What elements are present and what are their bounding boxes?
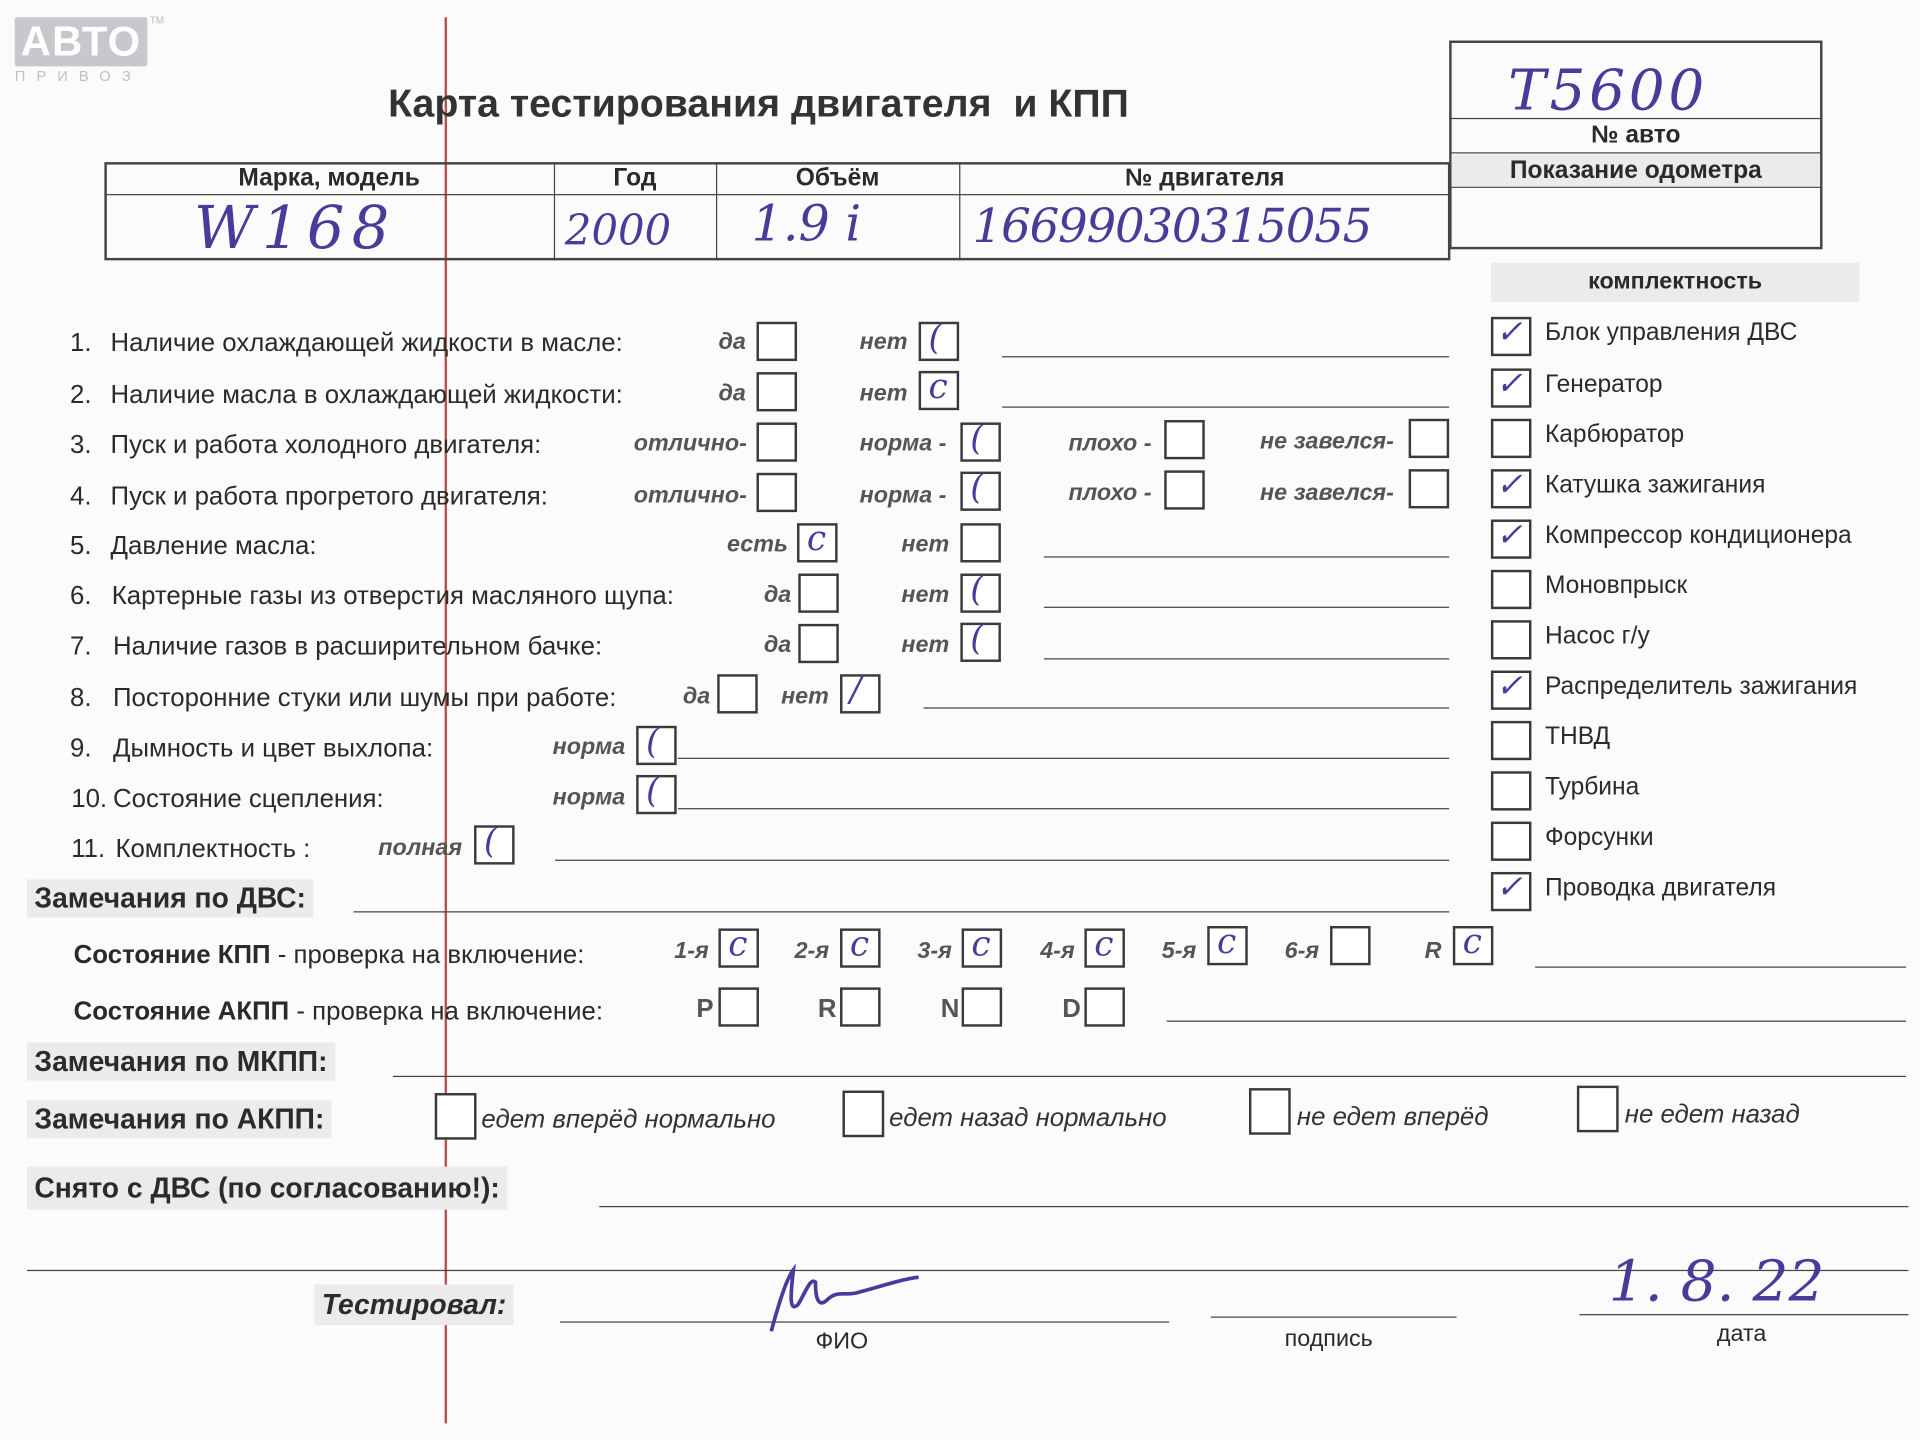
completeness-checkbox[interactable] <box>1491 570 1532 609</box>
q2-da-label: да <box>718 380 746 407</box>
q6-da-label: да <box>763 582 792 608</box>
car-number-value: T5600 <box>1508 56 1708 123</box>
completeness-checkbox[interactable] <box>1491 771 1532 810</box>
completeness-label: Компрессор кондиционера <box>1544 521 1852 549</box>
akpp-no-back-label: не едет назад <box>1624 1100 1800 1129</box>
q4-ne-zavelsya-checkbox[interactable] <box>1409 469 1450 508</box>
akpp-no-back-checkbox[interactable] <box>1577 1086 1619 1133</box>
kpp-gear-label: 6-я <box>1284 938 1320 965</box>
completeness-title: комплектность <box>1491 263 1859 302</box>
completeness-label: Генератор <box>1544 370 1663 398</box>
q5-net-label: нет <box>901 531 950 558</box>
q1-net-label: нет <box>859 329 908 355</box>
checkmark-icon: ✓ <box>1495 365 1523 403</box>
completeness-label: Насос г/у <box>1544 622 1650 650</box>
completeness-checkbox[interactable] <box>1491 519 1532 558</box>
checkmark-icon: c <box>728 923 748 965</box>
logo-main: АВТО <box>15 17 148 66</box>
q10-norma-label: норма <box>552 784 626 811</box>
q6-net-checkbox[interactable]: ( <box>960 574 1001 613</box>
col-year: Год <box>613 164 657 192</box>
completeness-checkbox[interactable] <box>1491 721 1532 760</box>
q4-norma-checkbox[interactable]: ( <box>960 472 1001 511</box>
akpp-no-forward-label: не едет вперёд <box>1296 1102 1489 1132</box>
kpp-gear-label: 5-я <box>1161 938 1197 965</box>
question-text: Дымность и цвет выхлопа: <box>112 734 434 763</box>
q3-otlichno-label: отлично- <box>633 431 747 457</box>
question-number: 6. <box>70 582 92 611</box>
kpp-gear-label: 3-я <box>917 938 952 965</box>
question-text: Давление масла: <box>110 531 317 561</box>
question-number: 9. <box>70 734 92 763</box>
akpp-mode-label: N <box>940 994 960 1024</box>
q9-norma-label: норма <box>552 734 626 761</box>
q2-net-checkbox[interactable]: c <box>919 371 960 410</box>
q3-ne-zavelsya-label: не завелся- <box>1260 428 1394 455</box>
akpp-back-ok-checkbox[interactable] <box>842 1091 884 1138</box>
akpp-label-bold: Состояние АКПП <box>73 997 290 1026</box>
akpp-label-rest: - проверка на включение: <box>289 997 604 1026</box>
akpp-forward-ok-label: едет вперёд нормально <box>481 1105 776 1134</box>
q5-est-checkbox[interactable]: c <box>797 523 838 562</box>
kpp-label-bold: Состояние КПП <box>73 940 271 969</box>
q4-ploho-checkbox[interactable] <box>1164 470 1205 509</box>
checkmark-icon: ✓ <box>1495 668 1523 705</box>
completeness-checkbox[interactable] <box>1491 620 1532 659</box>
kpp-gear-checkbox[interactable] <box>1084 923 1125 967</box>
kpp-label <box>74 941 585 970</box>
page-title: Карта тестирования двигателя и КПП <box>388 81 1129 126</box>
q3-norma-label: норма - <box>859 431 947 457</box>
checkmark-icon: c <box>849 923 870 965</box>
q4-norma-label: норма - <box>859 482 947 509</box>
question-number: 3. <box>70 431 92 460</box>
q3-otlichno-checkbox[interactable] <box>757 422 798 461</box>
checkmark-icon: ✓ <box>1495 517 1523 554</box>
kpp-gear-checkbox[interactable] <box>1330 926 1371 965</box>
q11-polnaya-checkbox[interactable]: ( <box>474 825 515 864</box>
akpp-mode-checkbox[interactable] <box>718 987 759 1026</box>
q5-net-checkbox[interactable] <box>960 523 1001 562</box>
odometer-label: Показание одометра <box>1452 155 1820 187</box>
kpp-gear-label: 1-я <box>674 938 709 965</box>
q7-net-label: нет <box>901 632 950 659</box>
akpp-mode-checkbox[interactable] <box>840 987 881 1026</box>
q8-net-label: нет <box>781 684 829 710</box>
question-number: 5. <box>70 531 92 561</box>
signature-label: подпись <box>1284 1326 1373 1353</box>
question-text: Наличие газов в расширительном бачке: <box>112 632 603 661</box>
question-text: Состояние сцепления: <box>112 784 384 814</box>
q1-net-checkbox[interactable]: ( <box>919 322 960 361</box>
question-text: Комплектность : <box>115 835 311 864</box>
q9-norma-checkbox[interactable]: ( <box>636 726 677 765</box>
col-model: Марка, модель <box>238 164 420 192</box>
akpp-remarks-label: Замечания по АКПП: <box>27 1100 332 1138</box>
akpp-mode-label: P <box>696 994 714 1024</box>
q3-norma-checkbox[interactable]: ( <box>960 422 1001 461</box>
question-number: 2. <box>70 380 92 409</box>
checkmark-icon: c <box>1462 921 1482 962</box>
kpp-gear-checkbox[interactable] <box>1207 921 1248 965</box>
q1-da-label: да <box>718 329 746 355</box>
completeness-checkbox[interactable] <box>1491 668 1532 710</box>
question-text: Наличие охлаждающей жидкости в масле: <box>110 329 623 358</box>
question-number: 8. <box>70 684 92 713</box>
kpp-gear-checkbox[interactable] <box>1453 921 1494 965</box>
checkmark-icon: c <box>1094 923 1114 965</box>
question-number: 7. <box>70 632 92 661</box>
q1-da-checkbox[interactable] <box>757 322 798 361</box>
engine-no-value: 16699030315055 <box>972 198 1372 253</box>
fio-label: ФИО <box>815 1328 869 1355</box>
q7-da-checkbox[interactable] <box>798 624 839 663</box>
kpp-gear-label: R <box>1424 938 1442 965</box>
akpp-mode-checkbox[interactable] <box>1084 987 1125 1026</box>
completeness-checkbox[interactable] <box>1491 822 1532 861</box>
q11-polnaya-label: полная <box>378 835 463 861</box>
q7-net-checkbox[interactable]: ( <box>960 623 1001 662</box>
q5-est-label: есть <box>727 531 788 558</box>
col-engine-no: № двигателя <box>1124 164 1285 192</box>
kpp-gear-label: 2-я <box>794 938 830 965</box>
q4-otlichno-checkbox[interactable] <box>757 473 798 512</box>
q8-da-label: да <box>682 684 711 710</box>
year-value: 2000 <box>564 206 672 256</box>
akpp-mode-label: D <box>1062 994 1081 1024</box>
q3-ploho-label: плохо - <box>1068 431 1152 457</box>
akpp-back-ok-label: едет назад нормально <box>889 1104 1167 1133</box>
q6-net-label: нет <box>901 582 950 608</box>
col-volume: Объём <box>795 164 880 192</box>
akpp-mode-checkbox[interactable] <box>962 987 1003 1026</box>
completeness-checkbox[interactable] <box>1491 869 1532 911</box>
akpp-label <box>74 997 603 1026</box>
completeness-checkbox[interactable] <box>1491 419 1532 458</box>
question-number: 11. <box>71 835 106 864</box>
question-text: Пуск и работа холодного двигателя: <box>110 431 542 460</box>
kpp-label-rest: - проверка на включение: <box>270 940 585 969</box>
question-number: 10. <box>71 784 108 814</box>
completeness-label: Турбина <box>1544 773 1640 801</box>
kpp-gear-checkbox[interactable] <box>718 923 759 967</box>
completeness-label: Блок управления ДВС <box>1544 319 1798 347</box>
completeness-label: Проводка двигателя <box>1544 874 1777 902</box>
kpp-gear-checkbox[interactable] <box>840 923 881 967</box>
q3-ploho-checkbox[interactable] <box>1164 420 1205 459</box>
model-value: W168 <box>194 194 397 263</box>
q4-otlichno-label: отлично- <box>633 482 747 509</box>
completeness-label: Моновпрыск <box>1544 572 1688 600</box>
checkmark-icon: ✓ <box>1495 466 1523 504</box>
akpp-mode-label: R <box>817 994 837 1024</box>
akpp-forward-ok-checkbox[interactable] <box>435 1093 477 1140</box>
checkmark-icon: c <box>1217 921 1237 962</box>
checkmark-icon: ✓ <box>1495 869 1523 907</box>
date-value: 1. 8. 22 <box>1608 1247 1825 1315</box>
checkmark-icon: ✓ <box>1495 314 1523 352</box>
question-text: Наличие масла в охлаждающей жидкости: <box>110 380 623 409</box>
tested-label: Тестировал: <box>314 1285 513 1326</box>
date-label: дата <box>1716 1321 1767 1348</box>
q8-net-checkbox[interactable]: / <box>840 674 881 713</box>
logo-sub: ПРИВОЗ <box>14 67 142 85</box>
car-number-label: № авто <box>1591 121 1681 149</box>
q3-ne-zavelsya-checkbox[interactable] <box>1409 419 1450 458</box>
completeness-label: Распределитель зажигания <box>1544 672 1858 701</box>
question-text: Картерные газы из отверстия масляного щупа: <box>111 582 674 611</box>
completeness-label: Карбюратор <box>1544 421 1685 449</box>
removed-label: Снято с ДВС (по согласованию!): <box>27 1167 507 1210</box>
q2-da-checkbox[interactable] <box>757 372 798 411</box>
checkmark-icon: c <box>971 923 991 965</box>
q6-da-checkbox[interactable] <box>798 574 839 613</box>
completeness-checkbox[interactable] <box>1491 466 1532 508</box>
kpp-gear-checkbox[interactable] <box>962 923 1003 967</box>
akpp-no-forward-checkbox[interactable] <box>1249 1088 1291 1135</box>
q7-da-label: да <box>763 632 792 659</box>
completeness-label: Форсунки <box>1544 824 1654 852</box>
q2-net-label: нет <box>859 380 908 407</box>
engine-remarks-label: Замечания по ДВС: <box>27 879 313 917</box>
completeness-label: Катушка зажигания <box>1544 471 1766 499</box>
question-number: 4. <box>70 482 92 511</box>
question-text: Посторонние стуки или шумы при работе: <box>112 684 617 713</box>
completeness-checkbox[interactable] <box>1491 365 1532 407</box>
q8-da-checkbox[interactable] <box>717 674 758 713</box>
mkpp-remarks-label: Замечания по МКПП: <box>27 1043 335 1081</box>
volume-value: 1.9 i <box>751 196 862 253</box>
q4-ploho-label: плохо - <box>1068 480 1152 506</box>
kpp-gear-label: 4-я <box>1040 938 1075 965</box>
logo <box>14 14 165 85</box>
q4-ne-zavelsya-label: не завелся- <box>1260 480 1394 506</box>
completeness-label: ТНВД <box>1544 723 1611 751</box>
logo-tm: TM <box>149 14 165 26</box>
q10-norma-checkbox[interactable]: ( <box>636 775 677 814</box>
question-text: Пуск и работа прогретого двигателя: <box>110 482 548 511</box>
question-number: 1. <box>70 329 92 358</box>
completeness-checkbox[interactable] <box>1491 314 1532 356</box>
